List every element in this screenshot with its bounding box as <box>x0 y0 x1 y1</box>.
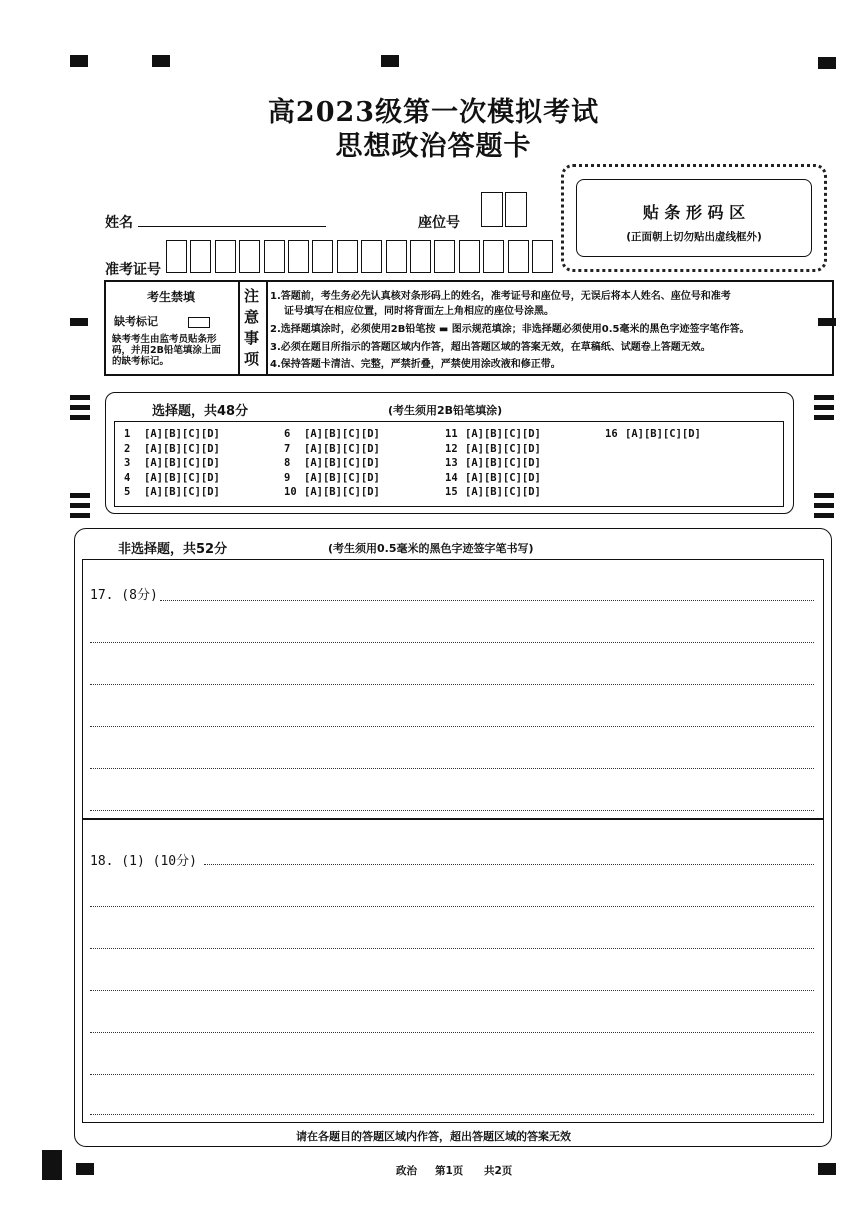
mc-question-number: 4 <box>124 471 143 484</box>
timing-mark <box>814 493 834 498</box>
mc-question-row[interactable] <box>124 457 220 469</box>
exam-id-label: 准考证号 <box>105 262 161 278</box>
timing-mark <box>70 405 90 410</box>
mc-question-row[interactable] <box>284 428 380 440</box>
seat-label: 座位号 <box>418 215 460 231</box>
timing-mark <box>70 493 90 498</box>
mc-options[interactable]: [A][B][C][D] <box>465 442 541 455</box>
mc-question-number: 3 <box>124 457 143 469</box>
seat-box-1[interactable] <box>481 192 503 227</box>
mc-question-number: 16 <box>605 428 624 440</box>
answer-area-note: 请在各题目的答题区域内作答，超出答题区域的答案无效 <box>296 1130 571 1143</box>
mc-options[interactable]: [A][B][C][D] <box>304 457 380 469</box>
answer-line <box>160 600 814 601</box>
timing-mark <box>814 415 834 420</box>
exam-id-digit-box[interactable] <box>508 240 529 273</box>
mc-question-row[interactable] <box>124 443 220 455</box>
mc-question-number: 14 <box>445 471 464 484</box>
mc-question-number: 15 <box>445 486 464 498</box>
exam-id-digit-box[interactable] <box>264 240 285 273</box>
answer-area[interactable] <box>82 559 824 1123</box>
notice-item-3: 3.必须在题目所指示的答题区域内作答，超出答题区域的答案无效，在草稿纸、试题卷上答题无效。 <box>270 342 711 353</box>
mc-question-row[interactable] <box>124 486 220 498</box>
mc-options[interactable]: [A][B][C][D] <box>144 428 220 440</box>
notice-char: 事 <box>244 329 260 347</box>
answer-line <box>90 810 814 811</box>
absent-mark-box[interactable] <box>188 317 210 328</box>
mc-question-row[interactable] <box>124 472 220 484</box>
mc-question-row[interactable] <box>605 428 701 440</box>
answer-line <box>90 1032 814 1033</box>
answer-line <box>90 948 814 949</box>
nonmc-title: 非选择题，共52分 <box>118 542 228 557</box>
answer-line <box>204 864 814 865</box>
mc-question-row[interactable] <box>284 472 380 484</box>
exam-id-digit-box[interactable] <box>361 240 382 273</box>
mc-options[interactable]: [A][B][C][D] <box>144 457 220 469</box>
mc-options[interactable]: [A][B][C][D] <box>465 486 541 498</box>
notice-char: 项 <box>244 350 260 368</box>
timing-mark <box>814 405 834 410</box>
notice-item-1: 1.答题前，考生务必先认真核对条形码上的姓名，准考证号和座位号，无误后将本人姓名、座位号和准考 <box>270 291 731 302</box>
timing-mark <box>814 395 834 400</box>
exam-id-digit-box[interactable] <box>166 240 187 273</box>
mc-question-number: 2 <box>124 442 143 455</box>
mc-question-row[interactable] <box>445 457 541 469</box>
footer-total: 共2页 <box>484 1165 513 1177</box>
exam-id-digit-box[interactable] <box>337 240 358 273</box>
q17-label: 17. (8分) <box>90 588 158 603</box>
mc-question-number: 9 <box>284 471 303 484</box>
page-subtitle: 思想政治答题卡 <box>335 131 532 162</box>
exam-id-digit-box[interactable] <box>483 240 504 273</box>
timing-mark <box>76 1163 94 1175</box>
mc-question-number: 1 <box>124 428 143 440</box>
timing-mark <box>70 395 90 400</box>
timing-mark <box>70 513 90 518</box>
footer-subject: 政治 <box>396 1165 417 1177</box>
timing-mark <box>814 513 834 518</box>
notice-item-2: 2.选择题填涂时，必须使用2B铅笔按 ▬ 图示规范填涂；非选择题必须使用0.5毫米的黑色字迹签字笔作答。 <box>270 324 750 335</box>
mc-question-row[interactable] <box>445 428 541 440</box>
mc-question-row[interactable] <box>124 428 220 440</box>
mc-options[interactable]: [A][B][C][D] <box>304 428 380 440</box>
mc-question-row[interactable] <box>445 443 541 455</box>
timing-mark <box>70 318 88 326</box>
mc-question-number: 12 <box>445 442 464 455</box>
answer-line <box>90 768 814 769</box>
mc-question-number: 7 <box>284 442 303 455</box>
notice-item-1b: 证号填写在相应位置，同时将背面左上角相应的座位号涂黑。 <box>284 306 554 317</box>
absent-label: 缺考标记 <box>114 315 158 328</box>
timing-mark <box>818 1163 836 1175</box>
divider <box>238 280 240 376</box>
answer-line <box>90 684 814 685</box>
exam-id-digit-box[interactable] <box>459 240 480 273</box>
timing-mark <box>818 57 836 69</box>
timing-mark <box>70 503 90 508</box>
name-label: 姓名 <box>105 215 133 231</box>
exam-id-digit-box[interactable] <box>190 240 211 273</box>
mc-question-number: 11 <box>445 428 464 440</box>
mc-options[interactable]: [A][B][C][D] <box>465 428 541 440</box>
timing-mark <box>381 55 399 67</box>
mc-question-number: 10 <box>284 486 303 498</box>
mc-question-row[interactable] <box>284 457 380 469</box>
mc-options[interactable]: [A][B][C][D] <box>625 428 701 440</box>
exam-id-digit-box[interactable] <box>410 240 431 273</box>
mc-question-number: 13 <box>445 457 464 469</box>
divider <box>266 280 268 376</box>
nonmc-note: (考生须用0.5毫米的黑色字迹签字笔书写) <box>328 542 534 555</box>
exam-id-digit-box[interactable] <box>239 240 260 273</box>
timing-mark <box>152 55 170 67</box>
mc-question-number: 8 <box>284 457 303 469</box>
timing-mark <box>42 1150 62 1180</box>
question-divider <box>82 818 824 820</box>
mc-options[interactable]: [A][B][C][D] <box>304 486 380 498</box>
absent-note-1: 缺考考生由监考员贴条形 <box>112 334 217 345</box>
absent-note-3: 的缺考标记。 <box>112 356 170 367</box>
notice-label <box>244 286 259 370</box>
notice-char: 意 <box>244 308 260 326</box>
notice-item-4: 4.保持答题卡清洁、完整，严禁折叠，严禁使用涂改液和修正带。 <box>270 359 561 370</box>
mc-question-row[interactable] <box>284 486 380 498</box>
answer-line <box>90 726 814 727</box>
answer-line <box>90 1114 814 1115</box>
footer-page: 第1页 <box>435 1165 464 1177</box>
barcode-note: (正面朝上切勿贴出虚线框外) <box>626 231 762 243</box>
mc-options[interactable]: [A][B][C][D] <box>144 486 220 498</box>
answer-line <box>90 1074 814 1075</box>
q18-label: 18. (1) (10分) <box>90 854 197 869</box>
seat-box-2[interactable] <box>505 192 527 227</box>
mc-options[interactable]: [A][B][C][D] <box>144 442 220 455</box>
answer-line <box>90 990 814 991</box>
examinee-header: 考生禁填 <box>146 290 195 304</box>
timing-mark <box>70 415 90 420</box>
mc-options[interactable]: [A][B][C][D] <box>304 442 380 455</box>
mc-question-row[interactable] <box>284 443 380 455</box>
notice-char: 注 <box>244 287 260 305</box>
barcode-title: 贴 条 形 码 区 <box>642 203 746 222</box>
mc-title: 选择题，共48分 <box>152 404 249 419</box>
exam-id-digit-box[interactable] <box>434 240 455 273</box>
mc-options[interactable]: [A][B][C][D] <box>465 457 541 469</box>
mc-options[interactable]: [A][B][C][D] <box>304 471 380 484</box>
mc-question-number: 5 <box>124 486 143 498</box>
page-title: 高2023级第一次模拟考试 <box>267 97 600 128</box>
exam-id-digit-box[interactable] <box>532 240 553 273</box>
mc-options[interactable]: [A][B][C][D] <box>144 471 220 484</box>
mc-options[interactable]: [A][B][C][D] <box>465 471 541 484</box>
mc-question-row[interactable] <box>445 472 541 484</box>
mc-question-number: 6 <box>284 428 303 440</box>
answer-line <box>90 642 814 643</box>
exam-id-digit-box[interactable] <box>288 240 309 273</box>
timing-mark <box>814 503 834 508</box>
answer-line <box>90 906 814 907</box>
name-field[interactable] <box>138 226 326 227</box>
mc-note: (考生须用2B铅笔填涂) <box>388 404 503 417</box>
absent-note-2: 码，并用2B铅笔填涂上面 <box>112 345 221 356</box>
timing-mark <box>70 55 88 67</box>
exam-id-digit-box[interactable] <box>386 240 407 273</box>
mc-question-row[interactable] <box>445 486 541 498</box>
exam-id-digit-box[interactable] <box>215 240 236 273</box>
barcode-area <box>561 164 827 272</box>
exam-id-digit-box[interactable] <box>312 240 333 273</box>
